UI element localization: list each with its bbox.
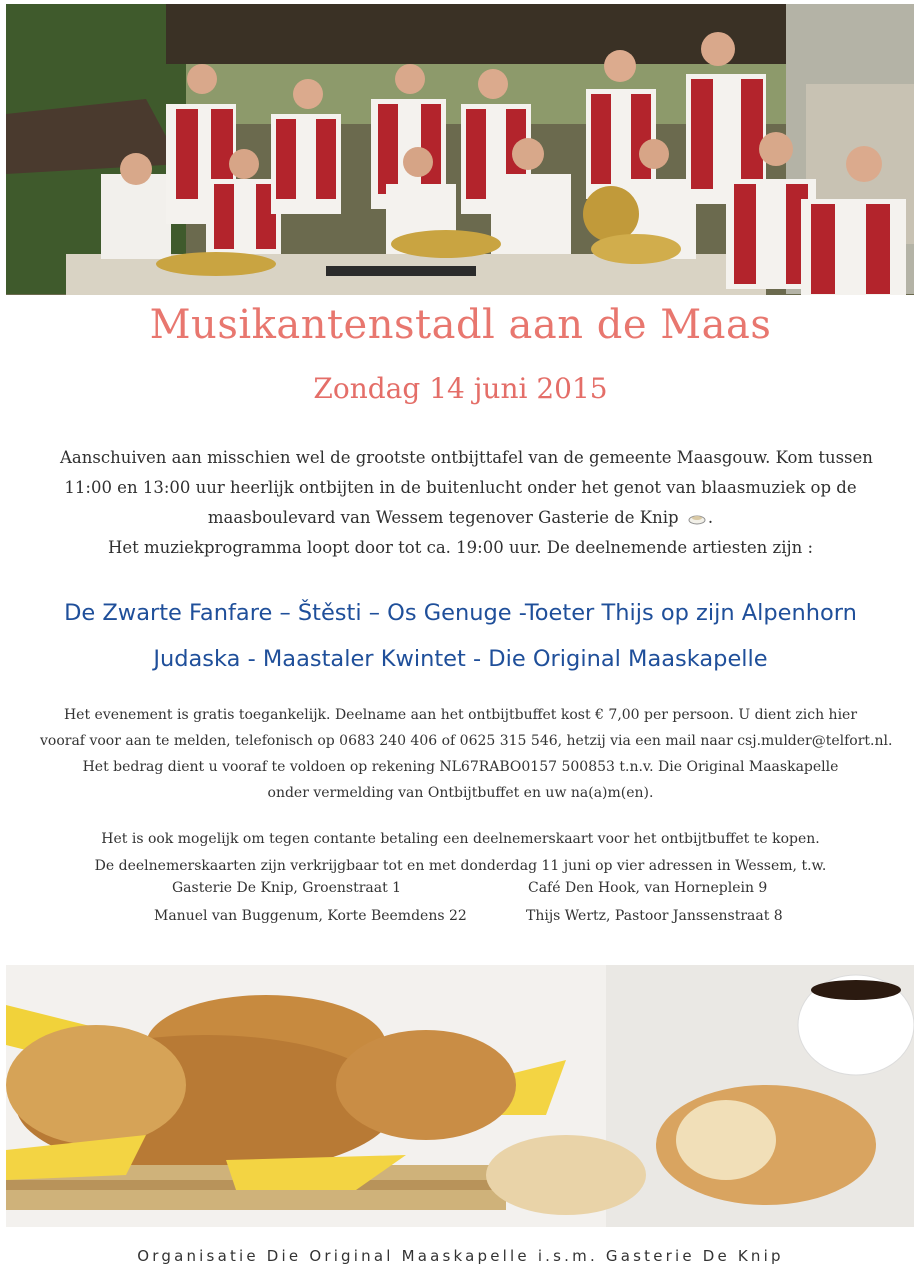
- coffee-cup-icon: [688, 513, 708, 525]
- registration-info: [40, 702, 893, 806]
- artists-line: De Zwarte Fanfare – Štěsti – Os Genuge -Toeter Thijs op zijn Alpenhorn: [64, 600, 857, 626]
- artists-list: [0, 590, 921, 682]
- ticket-line: Het is ook mogelijk om tegen contante betaling een deelnemerskaart voor het ontbijtbuffet te kopen.: [101, 831, 820, 847]
- event-date: Zondag 14 juni 2015: [313, 372, 608, 405]
- artists-line: Judaska - Maastaler Kwintet - Die Original Maaskapelle: [153, 646, 768, 672]
- ticket-info: [40, 826, 881, 880]
- address-item: Manuel van Buggenum, Korte Beemdens 22: [154, 908, 467, 924]
- address-item: Thijs Wertz, Pastoor Janssenstraat 8: [526, 908, 783, 924]
- info-line: vooraf voor aan te melden, telefonisch op 0683 240 406 of 0625 315 546, hetzij via een mail naar csj.mulder@telfort.nl.: [40, 733, 893, 749]
- breakfast-photo: [6, 965, 914, 1227]
- info-line: onder vermelding van Ontbijtbuffet en uw na(a)m(en).: [267, 785, 654, 801]
- intro-line: Aanschuiven aan misschien wel de grootste ontbijttafel van de gemeente Maasgouw. Kom tussen: [60, 448, 873, 467]
- footer-organisation: Organisatie Die Original Maaskapelle i.s.m. Gasterie De Knip: [137, 1247, 784, 1265]
- band-photo: [6, 4, 914, 295]
- intro-line: 11:00 en 13:00 uur heerlijk ontbijten in de buitenlucht onder het genot van blaasmuziek op de: [64, 478, 857, 497]
- info-line: Het evenement is gratis toegankelijk. Deelname aan het ontbijtbuffet kost € 7,00 per persoon. U dient zich hier: [63, 707, 858, 723]
- address-item: Gasterie De Knip, Groenstraat 1: [172, 880, 402, 896]
- intro-line: maasboulevard van Wessem tegenover Gasterie de Knip .: [207, 508, 714, 527]
- intro-line: Het muziekprogramma loopt door tot ca. 19:00 uur. De deelnemende artiesten zijn :: [107, 538, 814, 557]
- ticket-line: De deelnemerskaarten zijn verkrijgbaar tot en met donderdag 11 juni op vier adressen in Wessem, t.w.: [94, 858, 827, 874]
- event-title: Musikantenstadl aan de Maas: [149, 302, 772, 348]
- intro-paragraph: [60, 443, 873, 563]
- address-item: Café Den Hook, van Horneplein 9: [528, 880, 768, 896]
- info-line: Het bedrag dient u vooraf te voldoen op rekening NL67RABO0157 500853 t.n.v. Die Original Maaskapelle: [82, 759, 839, 775]
- intro-line-text: maasboulevard van Wessem tegenover Gasterie de Knip: [207, 508, 679, 527]
